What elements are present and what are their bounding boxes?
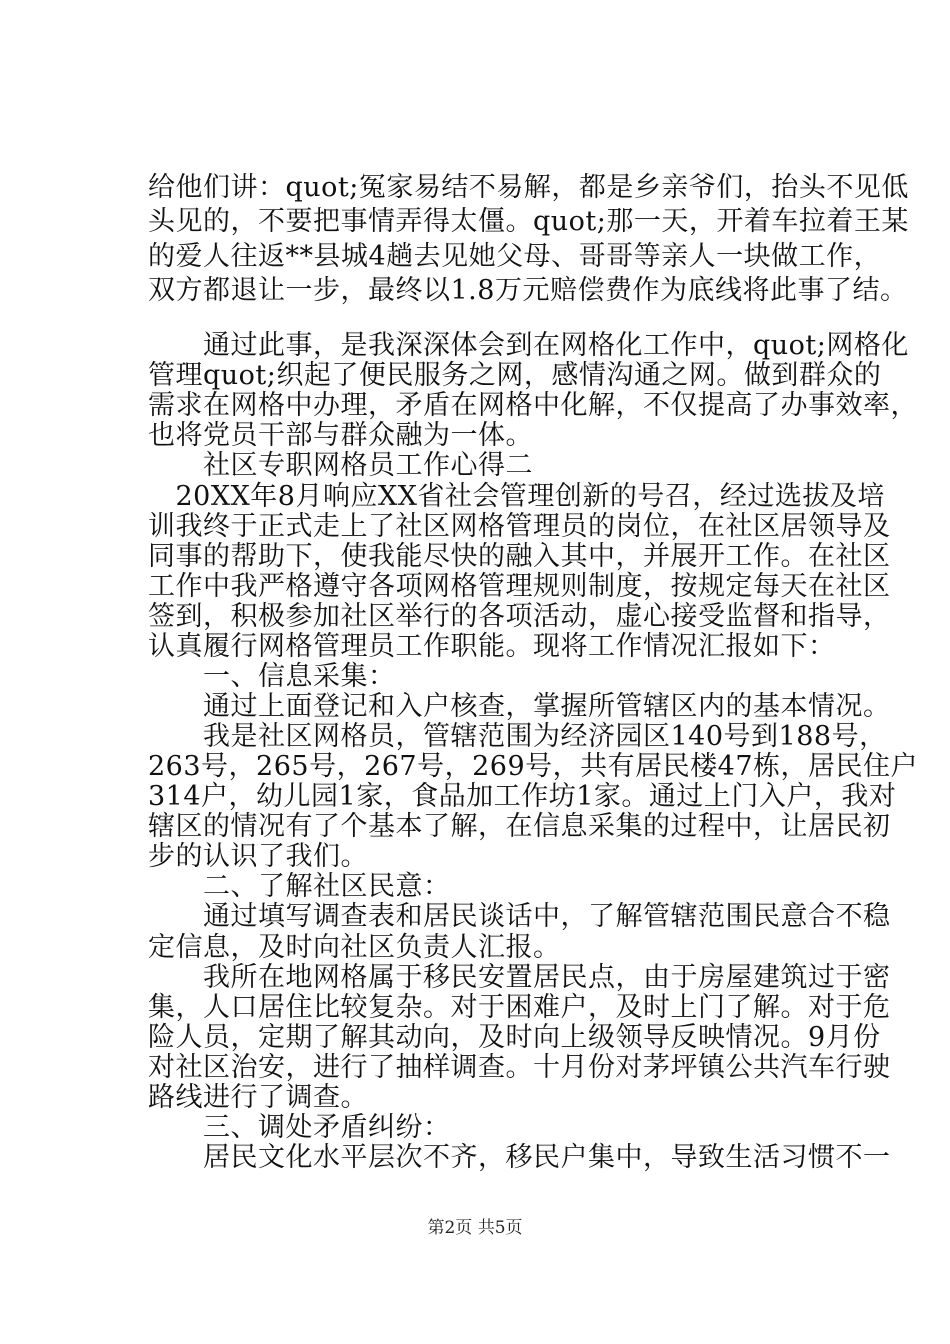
text-line: 头见的，不要把事情弄得太僵。quot;那一天，开着车拉着王某 xyxy=(148,206,909,237)
text-line: 我是社区网格员，管辖范围为经济园区140号到188号， xyxy=(148,721,887,752)
text-line: 需求在网格中办理，矛盾在网格中化解，不仅提高了办事效率， xyxy=(148,390,918,421)
text-line: 同事的帮助下，使我能尽快的融入其中，并展开工作。在社区 xyxy=(148,541,891,572)
subsection-heading: 一、信息采集： xyxy=(148,661,396,692)
text-line: 辖区的情况有了个基本了解，在信息采集的过程中，让居民初 xyxy=(148,811,891,842)
text-line: 路线进行了调查。 xyxy=(148,1082,368,1113)
text-line: 通过上面登记和入户核查，掌握所管辖区内的基本情况。 xyxy=(148,691,891,722)
text-line: 居民文化水平层次不齐，移民户集中，导致生活习惯不一 xyxy=(148,1142,891,1173)
text-line: 对社区治安，进行了抽样调查。十月份对茅坪镇公共汽车行驶 xyxy=(148,1052,891,1083)
text-line: 通过此事，是我深深体会到在网格化工作中，quot;网格化 xyxy=(148,330,909,361)
subsection-heading: 三、调处矛盾纠纷： xyxy=(148,1112,451,1143)
section-heading: 社区专职网格员工作心得二 xyxy=(148,450,533,481)
text-line: 我所在地网格属于移民安置居民点，由于房屋建筑过于密 xyxy=(148,962,891,993)
text-line: 双方都退让一步，最终以1.8万元赔偿费作为底线将此事了结。 xyxy=(148,275,908,306)
text-line: 签到，积极参加社区举行的各项活动，虚心接受监督和指导， xyxy=(148,601,891,632)
text-line: 314户，幼儿园1家，食品加工作坊1家。通过上门入户，我对 xyxy=(148,781,897,812)
text-line: 20XX年8月响应XX省社会管理创新的号召，经过选拔及培 xyxy=(148,481,885,512)
text-line: 工作中我严格遵守各项网格管理规则制度，按规定每天在社区 xyxy=(148,571,891,602)
text-line: 集，人口居住比较复杂。对于困难户，及时上门了解。对于危 xyxy=(148,992,891,1023)
text-line: 定信息，及时向社区负责人汇报。 xyxy=(148,932,561,963)
subsection-heading: 二、了解社区民意： xyxy=(148,871,451,902)
text-line: 通过填写调查表和居民谈话中，了解管辖范围民意合不稳 xyxy=(148,901,891,932)
text-line: 训我终于正式走上了社区网格管理员的岗位，在社区居领导及 xyxy=(148,511,891,542)
text-line: 的爱人往返**县城4趟去见她父母、哥哥等亲人一块做工作， xyxy=(148,241,882,272)
text-line: 也将党员干部与群众融为一体。 xyxy=(148,420,533,451)
text-line: 263号，265号，267号，269号，共有居民楼47栋，居民住户 xyxy=(148,751,918,782)
text-line: 步的认识了我们。 xyxy=(148,841,368,872)
page-number-footer: 第2页 共5页 xyxy=(427,1218,523,1238)
text-line: 管理quot;织起了便民服务之网，感情沟通之网。做到群众的 xyxy=(148,360,882,391)
text-line: 险人员，定期了解其动向，及时向上级领导反映情况。9月份 xyxy=(148,1022,881,1053)
text-line: 给他们讲：quot;冤家易结不易解，都是乡亲爷们，抬头不见低 xyxy=(148,172,909,203)
text-line: 认真履行网格管理员工作职能。现将工作情况汇报如下： xyxy=(148,631,836,662)
